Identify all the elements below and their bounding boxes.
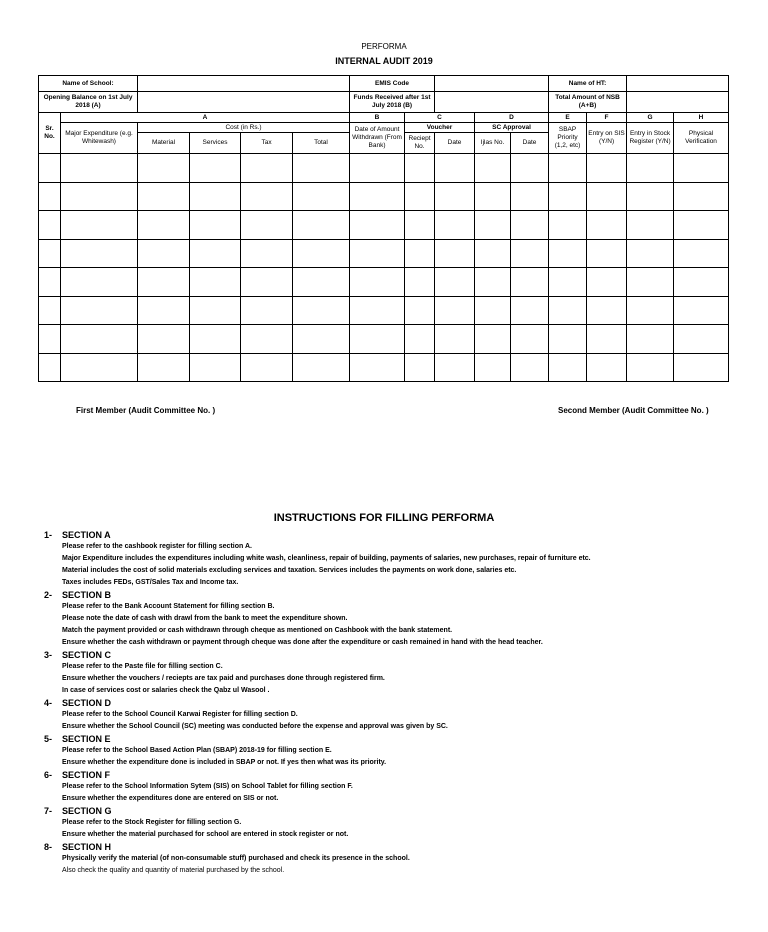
table-cell[interactable] bbox=[549, 325, 587, 354]
instruction-line: Please refer to the School Council Karwai Register for filling section D. bbox=[62, 711, 298, 718]
material-header: Material bbox=[138, 133, 190, 154]
table-cell[interactable] bbox=[587, 353, 627, 382]
section-title: SECTION F bbox=[62, 770, 111, 780]
table-cell[interactable] bbox=[627, 268, 674, 297]
section-title: SECTION C bbox=[62, 650, 112, 660]
table-cell[interactable] bbox=[435, 239, 475, 268]
nsb-total-label: Total Amount of NSB (A+B) bbox=[549, 92, 627, 113]
instruction-section bbox=[44, 805, 744, 841]
funds-received-field[interactable] bbox=[435, 92, 549, 113]
voucher-header: Voucher bbox=[405, 123, 475, 133]
table-cell[interactable] bbox=[293, 182, 350, 211]
stock-register-header: Entry in Stock Register (Y/N) bbox=[627, 123, 674, 154]
table-row bbox=[39, 154, 729, 183]
table-cell[interactable] bbox=[405, 296, 435, 325]
table-cell[interactable] bbox=[511, 211, 549, 240]
instruction-line: Ensure whether the material purchased for school are entered in stock register or not. bbox=[62, 831, 349, 838]
receipt-no-header: Reciept No. bbox=[405, 133, 435, 154]
instruction-line: Major Expenditure includes the expenditures including white wash, cleanliness, repair of building, payments of salaries, new purchases, repair of furniture etc. bbox=[62, 555, 591, 562]
major-expenditure-header: Major Expenditure (e.g. Whitewash) bbox=[61, 123, 138, 154]
section-heading bbox=[44, 589, 744, 601]
table-cell[interactable] bbox=[138, 211, 190, 240]
section-b-header: B bbox=[350, 113, 405, 123]
table-cell[interactable] bbox=[39, 182, 61, 211]
table-row bbox=[39, 296, 729, 325]
table-cell[interactable] bbox=[61, 325, 138, 354]
section-number: 3- bbox=[44, 650, 53, 660]
table-cell[interactable] bbox=[293, 268, 350, 297]
section-number: 6- bbox=[44, 770, 53, 780]
table-cell[interactable] bbox=[138, 353, 190, 382]
table-row bbox=[39, 268, 729, 297]
table-cell[interactable] bbox=[475, 353, 511, 382]
table-row bbox=[39, 239, 729, 268]
second-member-signature: Second Member (Audit Committee No. ) bbox=[558, 406, 709, 415]
section-number: 4- bbox=[44, 698, 53, 708]
table-cell[interactable] bbox=[39, 154, 61, 183]
table-cell[interactable] bbox=[350, 239, 405, 268]
table-cell[interactable] bbox=[587, 154, 627, 183]
opening-balance-label: Opening Balance on 1st July 2018 (A) bbox=[39, 92, 138, 113]
sc-date-header: Date bbox=[511, 133, 549, 154]
table-cell[interactable] bbox=[511, 353, 549, 382]
table-cell[interactable] bbox=[350, 296, 405, 325]
instruction-line: Also check the quality and quantity of material purchased by the school. bbox=[62, 867, 285, 874]
table-cell[interactable] bbox=[674, 325, 729, 354]
table-cell[interactable] bbox=[405, 353, 435, 382]
first-member-signature: First Member (Audit Committee No. ) bbox=[76, 406, 216, 415]
table-cell[interactable] bbox=[674, 239, 729, 268]
table-cell[interactable] bbox=[190, 353, 241, 382]
table-cell[interactable] bbox=[587, 325, 627, 354]
table-cell[interactable] bbox=[405, 154, 435, 183]
instruction-line: Ensure whether the School Council (SC) meeting was conducted before the expense and approval was given by SC. bbox=[62, 723, 448, 730]
table-cell[interactable] bbox=[435, 296, 475, 325]
table-cell[interactable] bbox=[61, 268, 138, 297]
section-heading bbox=[44, 805, 744, 817]
table-cell[interactable] bbox=[350, 325, 405, 354]
table-cell[interactable] bbox=[138, 296, 190, 325]
table-cell[interactable] bbox=[350, 182, 405, 211]
table-cell[interactable] bbox=[511, 154, 549, 183]
table-cell[interactable] bbox=[241, 325, 293, 354]
voucher-date-header: Date bbox=[435, 133, 475, 154]
section-title: SECTION A bbox=[62, 530, 111, 540]
section-title: SECTION E bbox=[62, 734, 111, 744]
table-cell[interactable] bbox=[350, 268, 405, 297]
table-cell[interactable] bbox=[475, 325, 511, 354]
emis-label: EMIS Code bbox=[350, 76, 435, 92]
instruction-section bbox=[44, 697, 744, 733]
table-cell[interactable] bbox=[61, 239, 138, 268]
funds-received-label: Funds Received after 1st July 2018 (B) bbox=[350, 92, 435, 113]
table-cell[interactable] bbox=[549, 182, 587, 211]
table-cell[interactable] bbox=[435, 268, 475, 297]
section-title: SECTION B bbox=[62, 590, 112, 600]
table-cell[interactable] bbox=[39, 268, 61, 297]
table-cell[interactable] bbox=[549, 296, 587, 325]
table-cell[interactable] bbox=[61, 353, 138, 382]
table-cell[interactable] bbox=[587, 182, 627, 211]
table-row bbox=[39, 325, 729, 354]
table-cell[interactable] bbox=[587, 268, 627, 297]
instruction-line: Please refer to the Paste file for filling section C. bbox=[62, 663, 223, 670]
table-cell[interactable] bbox=[435, 154, 475, 183]
instruction-line: Taxes includes FEDs, GST/Sales Tax and Income tax. bbox=[62, 579, 239, 586]
table-cell[interactable] bbox=[511, 239, 549, 268]
table-cell[interactable] bbox=[61, 154, 138, 183]
table-cell[interactable] bbox=[293, 239, 350, 268]
section-e-header: E bbox=[549, 113, 587, 123]
table-row bbox=[39, 353, 729, 382]
table-cell[interactable] bbox=[674, 182, 729, 211]
table-cell[interactable] bbox=[61, 296, 138, 325]
table-cell[interactable] bbox=[511, 296, 549, 325]
table-cell[interactable] bbox=[138, 182, 190, 211]
table-cell[interactable] bbox=[293, 325, 350, 354]
table-cell[interactable] bbox=[627, 353, 674, 382]
table-cell[interactable] bbox=[435, 325, 475, 354]
table-cell[interactable] bbox=[350, 211, 405, 240]
audit-table bbox=[38, 75, 729, 382]
instruction-line: Material includes the cost of solid materials excluding services and taxation. Services includes the payments on work done, salaries etc. bbox=[62, 567, 517, 574]
table-cell[interactable] bbox=[241, 353, 293, 382]
table-cell[interactable] bbox=[587, 239, 627, 268]
table-cell[interactable] bbox=[475, 154, 511, 183]
table-cell[interactable] bbox=[627, 211, 674, 240]
section-title: SECTION H bbox=[62, 842, 112, 852]
section-number: 2- bbox=[44, 590, 53, 600]
services-header: Services bbox=[190, 133, 241, 154]
instruction-line: Ensure whether the cash withdrawn or payment through cheque was done after the expenditure or cash remained in hand with the head teacher. bbox=[62, 639, 543, 646]
table-cell[interactable] bbox=[475, 268, 511, 297]
section-h-header: H bbox=[674, 113, 729, 123]
school-name-field[interactable] bbox=[138, 76, 350, 92]
instruction-line: Ensure whether the expenditures done are entered on SIS or not. bbox=[62, 795, 279, 802]
table-cell[interactable] bbox=[405, 325, 435, 354]
table-cell[interactable] bbox=[511, 325, 549, 354]
instruction-line: Please note the date of cash with drawl from the bank to meet the expenditure shown. bbox=[62, 615, 348, 622]
table-cell[interactable] bbox=[61, 182, 138, 211]
section-heading bbox=[44, 529, 744, 541]
table-cell[interactable] bbox=[549, 239, 587, 268]
instruction-line: Match the payment provided or cash withdrawn through cheque as mentioned on Cashbook with the bank statement. bbox=[62, 627, 453, 634]
instruction-line: Please refer to the Bank Account Statement for filling section B. bbox=[62, 603, 275, 610]
table-cell[interactable] bbox=[39, 353, 61, 382]
instruction-line: Ensure whether the expenditure done is included in SBAP or not. If yes then what was its priority. bbox=[62, 759, 387, 766]
table-cell[interactable] bbox=[475, 211, 511, 240]
table-cell[interactable] bbox=[190, 211, 241, 240]
table-cell[interactable] bbox=[138, 325, 190, 354]
table-cell[interactable] bbox=[627, 325, 674, 354]
table-cell[interactable] bbox=[405, 268, 435, 297]
table-cell[interactable] bbox=[627, 182, 674, 211]
instruction-section bbox=[44, 841, 744, 877]
table-row bbox=[39, 211, 729, 240]
sis-entry-header: Entry on SIS (Y/N) bbox=[587, 123, 627, 154]
table-cell[interactable] bbox=[511, 182, 549, 211]
ht-field[interactable] bbox=[627, 76, 729, 92]
section-g-header: G bbox=[627, 113, 674, 123]
instruction-line: In case of services cost or salaries check the Qabz ul Wasool . bbox=[62, 687, 270, 694]
table-cell[interactable] bbox=[405, 182, 435, 211]
table-cell[interactable] bbox=[435, 353, 475, 382]
table-cell[interactable] bbox=[190, 325, 241, 354]
section-heading bbox=[44, 733, 744, 745]
table-cell[interactable] bbox=[674, 154, 729, 183]
instruction-line: Please refer to the School Based Action Plan (SBAP) 2018-19 for filling section E. bbox=[62, 747, 332, 754]
school-name-label: Name of School: bbox=[39, 76, 138, 92]
table-cell[interactable] bbox=[350, 154, 405, 183]
table-cell[interactable] bbox=[674, 211, 729, 240]
instruction-line: Please refer to the cashbook register for filling section A. bbox=[62, 543, 252, 550]
table-cell[interactable] bbox=[627, 154, 674, 183]
instruction-line: Please refer to the Stock Register for filling section G. bbox=[62, 819, 242, 826]
sbap-priority-header: SBAP Priority (1,2, etc) bbox=[549, 123, 587, 154]
section-heading bbox=[44, 841, 744, 853]
section-title: SECTION D bbox=[62, 698, 112, 708]
table-cell[interactable] bbox=[190, 154, 241, 183]
physical-verification-header: Physical Verification bbox=[674, 123, 729, 154]
instruction-line: Please refer to the School Information Sytem (SIS) on School Tablet for filling section F. bbox=[62, 783, 353, 790]
page-title: INTERNAL AUDIT 2019 bbox=[335, 56, 433, 66]
section-c-header: C bbox=[405, 113, 475, 123]
section-number: 7- bbox=[44, 806, 53, 816]
date-withdrawn-header: Date of Amount Withdrawn (From Bank) bbox=[350, 123, 405, 154]
table-cell[interactable] bbox=[241, 211, 293, 240]
table-cell[interactable] bbox=[674, 353, 729, 382]
table-cell[interactable] bbox=[190, 268, 241, 297]
table-cell[interactable] bbox=[435, 182, 475, 211]
table-cell[interactable] bbox=[674, 296, 729, 325]
table-cell[interactable] bbox=[549, 353, 587, 382]
table-cell[interactable] bbox=[627, 296, 674, 325]
section-heading bbox=[44, 697, 744, 709]
table-cell[interactable] bbox=[475, 296, 511, 325]
section-number: 8- bbox=[44, 842, 53, 852]
table-cell[interactable] bbox=[549, 154, 587, 183]
instruction-section bbox=[44, 589, 744, 649]
instructions-title: INSTRUCTIONS FOR FILLING PERFORMA bbox=[273, 512, 495, 524]
nsb-total-field[interactable] bbox=[627, 92, 729, 113]
table-cell[interactable] bbox=[627, 239, 674, 268]
table-cell[interactable] bbox=[241, 182, 293, 211]
instruction-section bbox=[44, 649, 744, 697]
instruction-section bbox=[44, 769, 744, 805]
table-cell[interactable] bbox=[190, 239, 241, 268]
table-cell[interactable] bbox=[61, 211, 138, 240]
table-cell[interactable] bbox=[39, 211, 61, 240]
table-cell[interactable] bbox=[190, 296, 241, 325]
table-cell[interactable] bbox=[293, 211, 350, 240]
instruction-section bbox=[44, 529, 744, 589]
table-cell[interactable] bbox=[475, 182, 511, 211]
sc-approval-header: SC Approval bbox=[475, 123, 549, 133]
instruction-section bbox=[44, 733, 744, 769]
sr-no-header: Sr. No. bbox=[39, 113, 61, 154]
table-cell[interactable] bbox=[475, 239, 511, 268]
performa-label: PERFORMA bbox=[361, 42, 407, 51]
section-f-header: F bbox=[587, 113, 627, 123]
section-title: SECTION G bbox=[62, 806, 112, 816]
table-cell[interactable] bbox=[138, 239, 190, 268]
instruction-line: Ensure whether the vouchers / reciepts are tax paid and purchases done through registered firm. bbox=[62, 675, 385, 682]
section-heading bbox=[44, 649, 744, 661]
table-cell[interactable] bbox=[674, 268, 729, 297]
section-d-header: D bbox=[475, 113, 549, 123]
table-cell[interactable] bbox=[293, 296, 350, 325]
table-cell[interactable] bbox=[293, 154, 350, 183]
table-cell[interactable] bbox=[350, 353, 405, 382]
table-cell[interactable] bbox=[405, 239, 435, 268]
section-number: 1- bbox=[44, 530, 53, 540]
total-header: Total bbox=[293, 133, 350, 154]
table-cell[interactable] bbox=[39, 325, 61, 354]
table-cell[interactable] bbox=[549, 268, 587, 297]
tax-header: Tax bbox=[241, 133, 293, 154]
ht-label: Name of HT: bbox=[549, 76, 627, 92]
instructions-list bbox=[44, 529, 744, 877]
table-cell[interactable] bbox=[241, 296, 293, 325]
table-cell[interactable] bbox=[241, 268, 293, 297]
section-a-header: A bbox=[61, 113, 350, 123]
table-cell[interactable] bbox=[39, 296, 61, 325]
table-cell[interactable] bbox=[549, 211, 587, 240]
table-row bbox=[39, 182, 729, 211]
table-cell[interactable] bbox=[511, 268, 549, 297]
table-cell[interactable] bbox=[405, 211, 435, 240]
section-heading bbox=[44, 769, 744, 781]
table-cell[interactable] bbox=[190, 182, 241, 211]
section-number: 5- bbox=[44, 734, 53, 744]
table-cell[interactable] bbox=[435, 211, 475, 240]
table-cell[interactable] bbox=[587, 211, 627, 240]
table-cell[interactable] bbox=[241, 154, 293, 183]
cost-header: Cost (in Rs.) bbox=[138, 123, 350, 133]
table-cell[interactable] bbox=[138, 154, 190, 183]
table-cell[interactable] bbox=[39, 239, 61, 268]
table-cell[interactable] bbox=[138, 268, 190, 297]
instruction-line: Physically verify the material (of non-consumable stuff) purchased and check its presence in the school. bbox=[62, 855, 410, 862]
table-cell[interactable] bbox=[587, 296, 627, 325]
ijlas-no-header: Ijlas No. bbox=[475, 133, 511, 154]
table-cell[interactable] bbox=[293, 353, 350, 382]
opening-balance-field[interactable] bbox=[138, 92, 350, 113]
emis-field[interactable] bbox=[435, 76, 549, 92]
table-cell[interactable] bbox=[241, 239, 293, 268]
